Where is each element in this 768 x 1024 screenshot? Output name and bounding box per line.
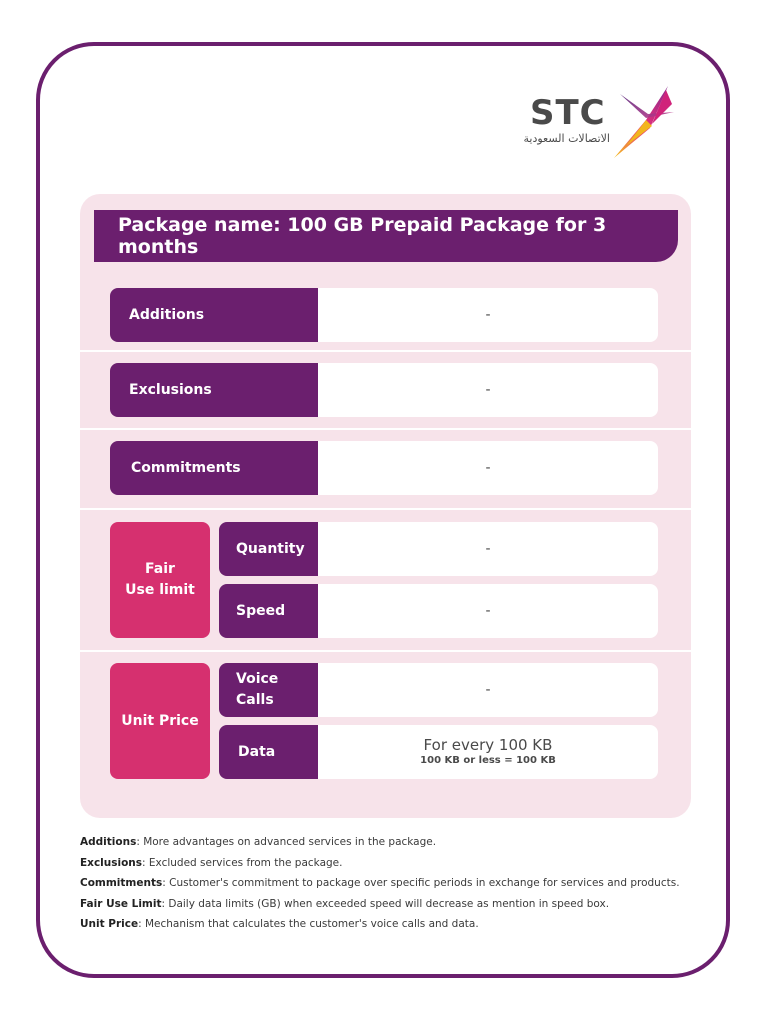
quantity-value-text: - <box>485 541 491 557</box>
data-label <box>219 725 318 779</box>
definition-item <box>80 914 720 935</box>
commitments-value-text: - <box>485 460 491 476</box>
row-divider <box>80 508 691 510</box>
definitions-list <box>80 832 720 935</box>
additions-value <box>318 288 658 342</box>
row-divider <box>80 350 691 352</box>
definition-text: : More advantages on advanced services in the package. <box>136 836 437 848</box>
definition-text: : Excluded services from the package. <box>142 856 343 869</box>
commitments-label <box>110 441 318 495</box>
definition-term: Additions <box>80 836 137 848</box>
additions-label-text: Additions <box>129 307 205 323</box>
definition-term: Unit Price <box>80 918 139 930</box>
data-label-text: Data <box>238 744 276 760</box>
quantity-value <box>318 522 658 576</box>
definition-term: Commitments <box>80 877 163 889</box>
row-divider <box>80 428 691 430</box>
quantity-label <box>219 522 318 576</box>
voice-calls-label <box>219 663 318 717</box>
data-value-main: For every 100 KB <box>423 736 553 754</box>
commitments-value <box>318 441 658 495</box>
commitments-label-text: Commitments <box>131 460 241 476</box>
logo-arabic-text: الاتصالات السعودية <box>523 132 610 145</box>
fair-use-limit-label <box>110 522 210 638</box>
definition-text: : Customer's commitment to package over specific periods in exchange for services and products. <box>162 877 680 889</box>
definition-item <box>80 832 720 853</box>
quantity-label-text: Quantity <box>236 541 305 557</box>
definition-text: : Mechanism that calculates the customer's voice calls and data. <box>138 918 479 930</box>
voice-calls-label-line2: Calls <box>236 692 274 708</box>
data-value-sub: 100 KB or less = 100 KB <box>420 755 556 766</box>
speed-label-text: Speed <box>236 603 286 619</box>
fair-use-label-line2: Use limit <box>125 582 195 598</box>
exclusions-value <box>318 363 658 417</box>
definition-text: : Daily data limits (GB) when exceeded speed will decrease as mention in speed box. <box>161 897 610 910</box>
voice-calls-label-line1: Voice <box>236 671 279 687</box>
data-value <box>318 725 658 779</box>
speed-label <box>219 584 318 638</box>
unit-price-label-text: Unit Price <box>121 712 199 729</box>
row-divider <box>80 650 691 652</box>
voice-calls-value <box>318 663 658 717</box>
voice-calls-value-text: - <box>485 682 491 698</box>
logo-brand-text: STC <box>530 93 606 133</box>
additions-value-text: - <box>485 307 491 323</box>
speed-value-text: - <box>485 603 491 619</box>
definition-item <box>80 873 720 894</box>
definition-term: Exclusions <box>80 856 143 869</box>
definition-item <box>80 894 720 915</box>
unit-price-label <box>110 663 210 779</box>
package-title <box>94 210 678 262</box>
fair-use-label-line1: Fair <box>145 561 175 577</box>
package-title-text: Package name: 100 GB Prepaid Package for 3 months <box>118 214 607 258</box>
definition-term: Fair Use Limit <box>80 897 162 910</box>
stc-logo <box>500 84 676 164</box>
speed-value <box>318 584 658 638</box>
exclusions-label-text: Exclusions <box>129 382 212 398</box>
exclusions-value-text: - <box>485 382 491 398</box>
stc-star-icon <box>606 84 676 164</box>
definition-item <box>80 853 720 874</box>
exclusions-label <box>110 363 318 417</box>
additions-label <box>110 288 318 342</box>
